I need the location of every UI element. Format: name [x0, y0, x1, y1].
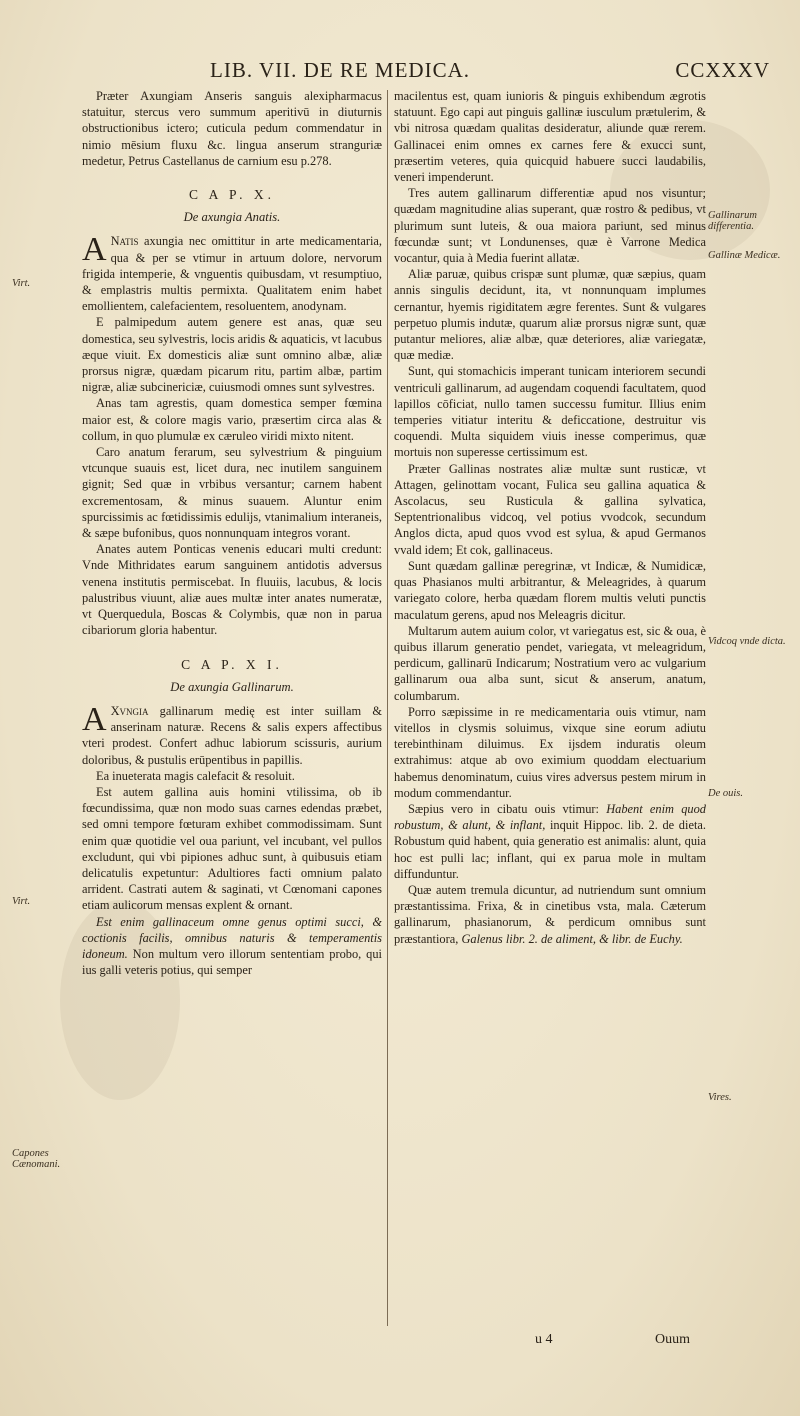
paragraph: Præter Axungiam Anseris sanguis alexipharmacus statuitur, stercus vero summum aperitivū in diuturnis obstructionibus ictero; cuticula pedum commendatur in nimio mēsium fluxu &c. lingua anserum stranguriæ medetur, Petrus Castellanus de carnium esu p.278. [82, 89, 382, 168]
paragraph: Sunt, qui stomachicis imperant tunicam interiorem secundi ventriculi gallinarum, ad augendam coquendi facultatem, quod lapillos cōficiat, nullo tamen successu fumitur. Illius enim temperies vitiatur interitu & deficcatione, destruitur vis coquendi. Multa siquidem viuis inesse comperimus, quæ mortuis non superesse certissimum est. [394, 364, 706, 460]
paragraph: macilentus est, quam iunioris & pinguis exhibendum ægrotis statuunt. Ego capi aut pinguis gallinæ iusculum prætulerim, & vbi nitrosa quædam qualitas desideratur, aliunde quæ rerem. Gallinacei enim omnes ex carnes fere & exucci sunt, præsertim veteres, quia quicquid habuere succi laudabilis, veneri impenderunt. [394, 89, 706, 185]
paragraph-text: Sæpius vero in cibatu ouis vtimur: [408, 801, 607, 816]
italic-quote: Est enim gallinaceum omne genus optimi succi, & coctionis facilis, omnibus naturis & temperamentis idoneum. [82, 914, 382, 961]
running-title: LIB. VII. DE RE MEDICA. [210, 58, 471, 82]
chapter-subtitle: De axungia Anatis. [183, 210, 281, 225]
paragraph [82, 233, 382, 314]
paragraph-text: gallinarum medię est inter suillam & anserinam naturæ. Recens & salis expers affectibus vteri prodest. Confert adhuc labiorum scissuris, aurium doloribus, & pustulis erūpentibus in papillis. [82, 703, 382, 767]
signature-mark: u 4 [535, 1332, 553, 1347]
left-column [82, 88, 382, 978]
drop-cap: A [82, 700, 107, 738]
marginal-note: Gallinarum differentia. [708, 210, 758, 232]
paragraph-text: inquit Hippoc. lib. 2. de dieta. Robustum quid habent, quia generatio est animalis: alunt, quia hoc est pulli lac; inflant, qui ex parua mole in multam diffunduntur. [394, 818, 706, 881]
running-header [210, 58, 770, 88]
paragraph: Porro sæpissime in re medicamentaria ouis vtimur, nam vitellos in clysmis soluimus, vixque sine eorum adiutu terebinthinam diluimus. Ex ijsdem induratis oleum extrahimus: atque ab ovo eximium quoddam electuarium habemus denominatum, cuius vires adversus pestem mirum in modum commendantur. [394, 704, 706, 800]
marginal-note: De ouis. [708, 788, 743, 799]
chapter-heading: C A P. X. [189, 187, 275, 203]
paragraph: Ea inueterata magis calefacit & resoluit. [96, 768, 295, 783]
marginal-note: Gallinæ Medicæ. [708, 250, 781, 261]
paragraph-text: axungia nec omittitur in arte medicamentaria, qua & per se vtimur in artuum dolore, nervorum frigida intemperie, & vnguentis quibusdam, vt resumptiuo, & emplastris multis permixta. Qualitatem enim habet emollientem, calefacientem, resoluentem, anodynam. [82, 234, 382, 314]
page-number: CCXXXV [675, 58, 770, 82]
italic-quote: Habent enim quod robustum, & alunt, & inflant, [394, 801, 706, 833]
paragraph: E palmipedum autem genere est anas, quæ seu domestica, seu sylvestris, locis aridis & aquaticis, vt lacubus æque viuit. Ex domesticis aliæ sunt omnino albæ, aliæ prorsus nigræ, quædam picarum ritu, partim albæ, partim nigræ, aliæ subcinericiæ, cuiusmodi omnes sunt sylvestres. [82, 315, 382, 395]
paragraph: Sunt quædam gallinæ peregrinæ, vt Indicæ, & Numidicæ, quas Phasianos multi arbitrantur, & Meleagrides, à quarum variegato colore, herba quædam florem multis veluti punctis maculatum gerens, apud nos Meleagris dicitur. [394, 558, 706, 622]
paragraph: Anas tam agrestis, quam domestica semper fœmina maior est, & colore magis vario, præsertim circa alas & collum, in quo plumulæ ex cæruleo viridi mixto nitent. [82, 396, 382, 443]
page-footer [535, 1332, 775, 1352]
chapter-heading: C A P. X I. [181, 656, 283, 672]
marginal-note: Virt. [12, 896, 31, 907]
marginal-note: Vidcoq vnde dicta. [708, 636, 786, 647]
citation: Galenus libr. 2. de aliment, & libr. de Euchy. [461, 931, 683, 946]
paragraph: Præter Gallinas nostrates aliæ multæ sunt rusticæ, vt Attagen, gelinottam vocant, Fulica seu gallina aquatica & Ascolacus, seu Rusticula & gallina sylvatica, Septentrionalibus vidcoq, vel potius vvodcok, secundum Anglos dicta, apud quos vvod est sylua, & apud Germanos vvald idem; Et cok, gallinaceus. [394, 461, 706, 557]
drop-cap: A [82, 231, 107, 269]
paragraph [82, 700, 382, 768]
chapter-subtitle: De axungia Gallinarum. [170, 679, 294, 694]
paragraph: Caro anatum ferarum, seu sylvestrium & pinguium vtcunque suauis est, licet dura, nec inutilem sanguinem gignit; Sed quæ in vrbibus versantur; carnem habent excrementosam, & minus suauem. Aluntur enim spurcissimis ac fœtidissimis edulijs, vtanimalium interaneis, & sæpe bufonibus, quos nonnunquam integros vorant. [82, 445, 382, 541]
paragraph-text: Quæ autem tremula dicuntur, ad nutriendum sunt omnium præstantissima. Frixa, & in cinetibus vsta, mala. Cæterum gallinarum, phasianorum, & perdicum omnibus sunt præstantiora, [394, 882, 706, 946]
small-caps-word: Xvngia [110, 703, 149, 718]
small-caps-word: Natis [110, 234, 139, 249]
marginal-note: Virt. [12, 278, 31, 289]
paragraph: Est autem gallina auis homini vtilissima, ob ib fœcundissima, quæ non modo suas carnes edendas præbet, sed omni tempore fœturam exhibet commodissimam. Sunt enim quæ quotidie vel oua pariunt, vel incubant, vel pullos excludunt, qui vbi pipiones adhuc sunt, à quibusuis etiam delicatulis expetuntur: Adultiores facti omnium palato arrident. Castrati autem & saginati, vt Cœnomani capones etiam aulicorum mensas explent & ornant. [82, 784, 382, 913]
catchword: Ouum [655, 1332, 690, 1347]
paragraph: Aliæ paruæ, quibus crispæ sunt plumæ, quæ sæpius, quam annis singulis decidunt, ita, vt nonnunquam implumes cernantur, hyemis rigiditatem ægre ferentes. Sunt & vulgares perpetuo plumis indutæ, quarum aliæ prorsus nigræ sunt, quæ putantur meliores, aliæ albæ, quæ deteriores, aliæ variegatæ, quæ mediæ. [394, 267, 706, 363]
paragraph [394, 882, 706, 947]
paragraph-text: Non multum vero illorum sententiam probo, qui ius galli veteris potius, qui semper [82, 946, 382, 978]
paragraph: Anates autem Ponticas venenis educari multi credunt: Vnde Mithridates earum sanguinem antidotis adversus venena institutis permiscebat. In fluuiis, lacubus, & locis palustribus viuunt, aliæ aues multæ inter anates numeratæ, vt Querquedula, Boscas & Colymbis, quæ non in parua cibariorum gloria habentur. [82, 542, 382, 638]
column-rule [387, 90, 388, 1326]
marginal-note: Vires. [708, 1092, 732, 1103]
paragraph: Multarum autem auium color, vt variegatus est, sic & oua, è quibus illarum generatio pendet, variegata, vt meleagridum, perdicum, gallinarū Indicarum; Nostratium vero ac vulgarium gallinarum oua alba sunt, sicut & anserum, anatum, columbarum. [394, 623, 706, 703]
marginal-note: Capones Cænomani. [12, 1148, 61, 1170]
paragraph [82, 914, 382, 979]
paragraph [394, 801, 706, 882]
right-column [394, 88, 706, 947]
paragraph: Tres autem gallinarum differentiæ apud nos visuntur; quædam magnitudine alias superant, quæ rostro & pedibus, vt plurimum sunt luteis, & oua maiora pariunt, sed minus fœcundæ sunt; vt Londunenses, quæ è Varrone Medica vocantur, quia à Media fuerint allatæ. [394, 186, 706, 266]
